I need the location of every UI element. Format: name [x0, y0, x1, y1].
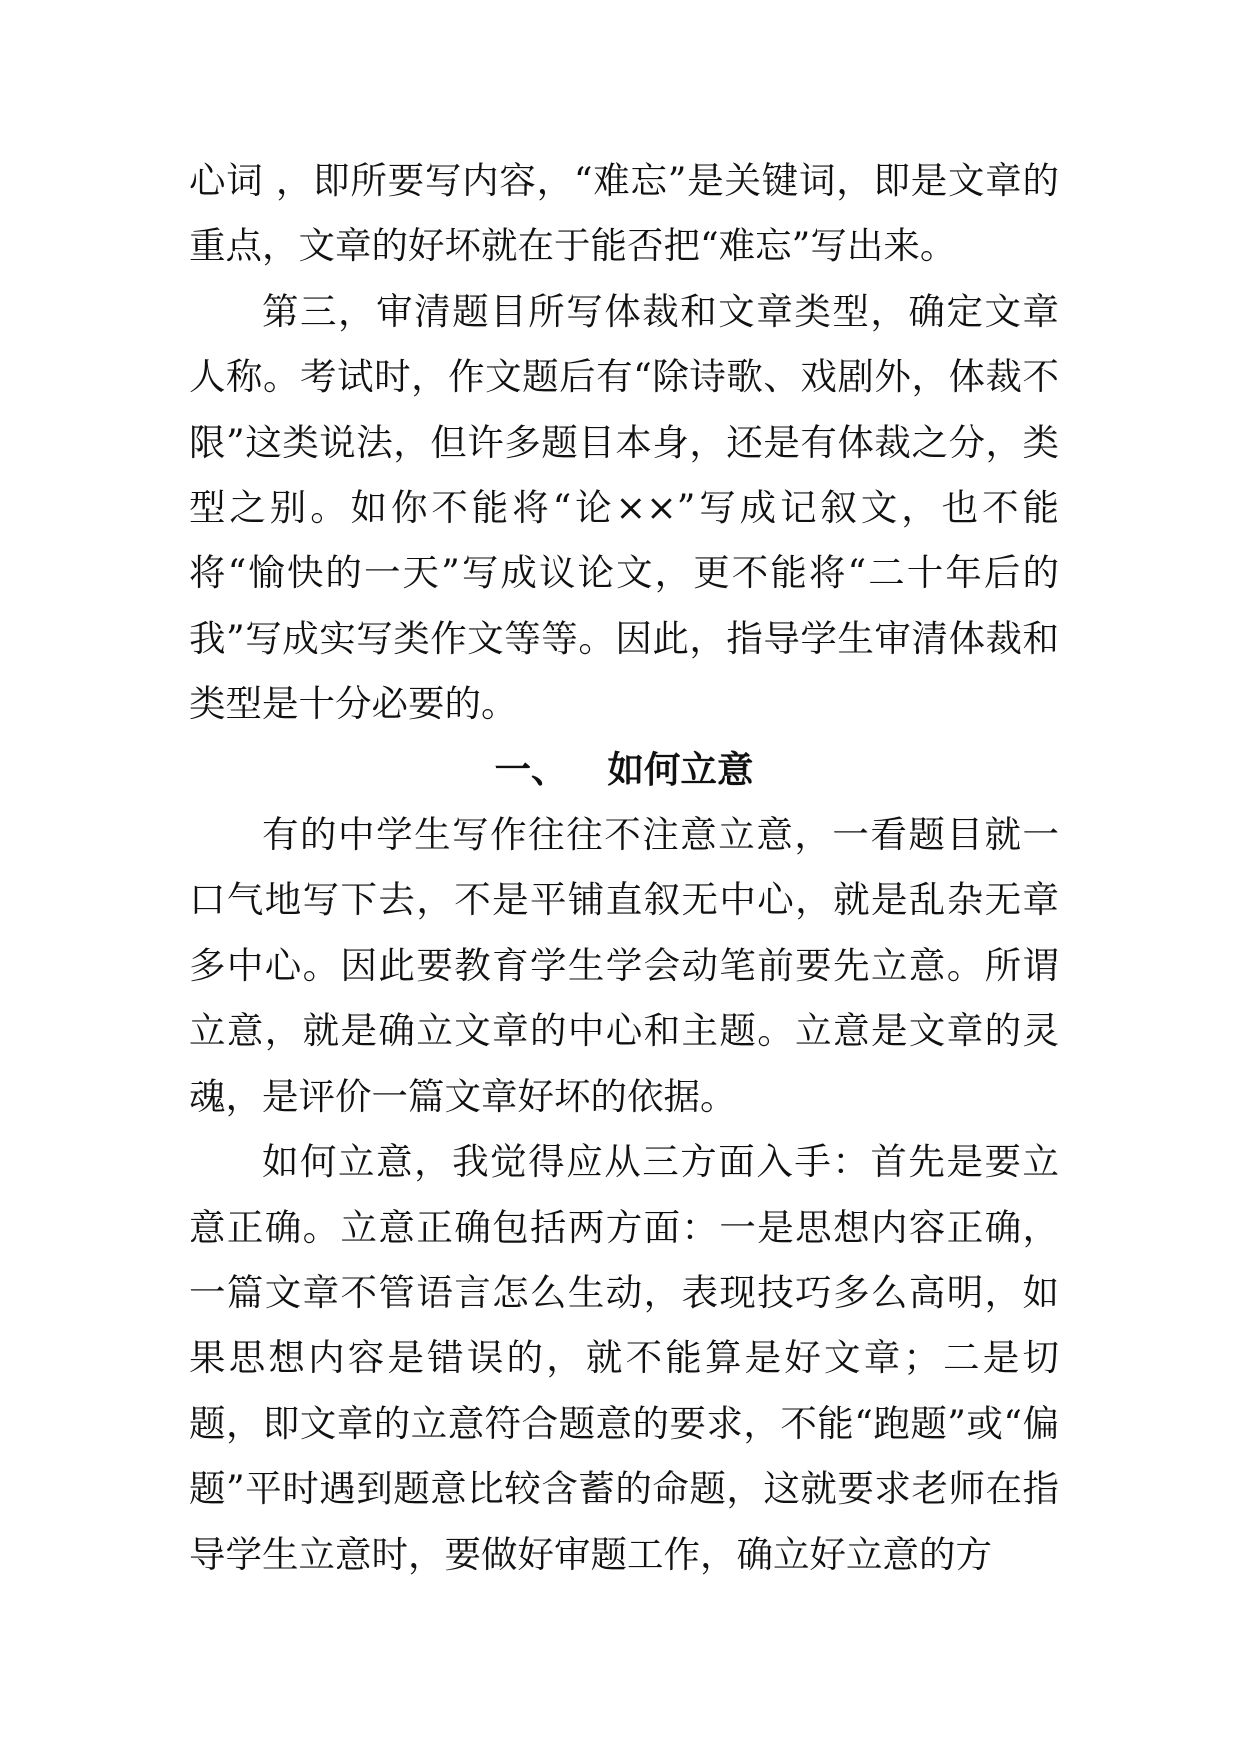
paragraph-genre-and-type: 第三，审清题目所写体裁和文章类型，确定文章人称。考试时，作文题后有“除诗歌、戏剧外，体裁不限”这类说法，但许多题目本身，还是有体裁之分，类型之别。如你不能将“论××”写成记叙文，也不能将“愉快的一天”写成议论文，更不能将“二十年后的我”写成实写类作文等等。因此，指导学生审清体裁和类型是十分必要的。	[189, 289, 1059, 726]
section-heading	[189, 737, 1059, 802]
section-heading-title: 如何立意	[607, 747, 754, 791]
paragraph-how-to-set-theme: 如何立意，我觉得应从三方面入手：首先是要立意正确。立意正确包括两方面：一是思想内容正确，一篇文章不管语言怎么生动，表现技巧多么高明，如果思想内容是错误的，就不能算是好文章；二是切题，即文章的立意符合题意的要求，不能“跑题”或“偏题”平时遇到题意比较含蓄的命题，这就要求老师在指导学生立意时，要做好审题工作，确立好立意的方	[189, 1140, 1059, 1576]
section-heading-number: 一、	[494, 747, 568, 791]
paragraph-what-is-theme: 有的中学生写作往往不注意立意，一看题目就一口气地写下去，不是平铺直叙无中心，就是乱杂无章多中心。因此要教育学生学会动笔前要先立意。所谓立意，就是确立文章的中心和主题。立意是文章的灵魂，是评价一篇文章好坏的依据。	[189, 813, 1059, 1118]
paragraph-continued: 心词 ，即所要写内容，“难忘”是关键词，即是文章的重点，文章的好坏就在于能否把“难忘”写出来。	[189, 159, 1059, 268]
document-body	[189, 148, 1059, 1587]
